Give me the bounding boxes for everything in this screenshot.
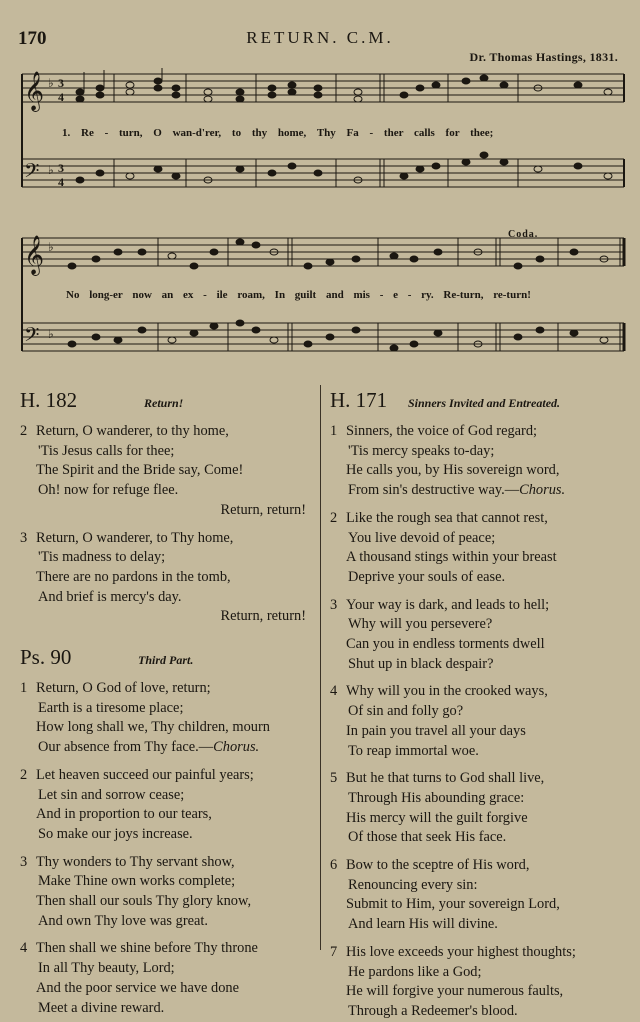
svg-text:𝄢: 𝄢 [24,323,40,351]
ps-90-stanza-2: 2 Let heaven succeed our painful years; Let sin and sorrow cease; And in proportion to our tears, So make our joys increase. [20,766,254,842]
svg-text:𝄞: 𝄞 [24,71,45,111]
ps-90-stanza-4: 4 Then shall we shine before Thy throne In all Thy beauty, Lord; And the poor service we have done Meet a divine reward. [20,940,258,1016]
svg-text:𝄞: 𝄞 [24,235,45,275]
lyric-line-2: No long-er now an ex - ile roam, In guilt and mis - e - ry. Re-turn, re-turn! [66,289,531,301]
hymn-171-stanza-6: 6 Bow to the sceptre of His word, Renouncing every sin: Submit to Him, your sovereign Lord, And learn His will divine. [330,857,560,933]
svg-text:♭: ♭ [48,76,54,90]
lyric-line-1: 1. Re - turn, O wan-d'rer, to thy home, Thy Fa - ther calls for thee; [62,127,494,139]
ps-90-heading [20,645,310,671]
hymn-182-stanza-2: 2 Return, O wanderer, to thy home, 'Tis Jesus calls for thee; The Spirit and the Bride say, Come! Oh! now for refuge flee. Return, return! [20,423,306,518]
hymn-number: H. 171 [330,388,388,412]
hymn-number: H. 182 [20,388,78,412]
hymn-171-stanza-5: 5 But he that turns to God shall live, Through His abounding grace: His mercy will the guilt forgive Of those that seek His face. [330,770,545,846]
ps-90-stanza-3: 3 Thy wonders to Thy servant show, Make Thine own works complete; Then shall our souls Thy glory know, And own Thy love was great. [20,853,252,929]
column-divider [320,385,321,950]
ps-90-stanza-1: 1 Return, O God of love, return; Earth is a tiresome place; How long shall we, Thy children, mourn Our absence from Thy face.—Chorus. [20,680,270,756]
tune-title: RETURN. C.M. [246,28,394,47]
page-header [18,28,622,64]
right-column [330,388,630,1022]
hymn-171-stanza-2: 2 Like the rough sea that cannot rest, You live devoid of peace; A thousand stings within your breast Deprive your souls of ease. [330,509,557,585]
psalm-title: Third Part. [138,653,194,668]
svg-text:4: 4 [58,90,64,104]
hymn-182-heading [20,388,310,414]
hymn-171-heading [330,388,630,414]
coda-label: Coda. [508,229,539,240]
hymn-title: Sinners Invited and Entreated. [408,396,561,410]
svg-text:♭: ♭ [48,163,54,177]
hymn-171-stanza-4: 4 Why will you in the crooked ways, Of sin and folly go? In pain you travel all your days To reap immortal woe. [330,683,548,759]
composer-credit: Dr. Thomas Hastings, 1831. [469,50,618,64]
svg-text:𝄢: 𝄢 [24,159,40,187]
svg-text:4: 4 [58,175,64,189]
svg-text:3: 3 [58,161,64,175]
svg-text:♭: ♭ [48,327,54,341]
hymn-171-stanza-7: 7 His love exceeds your highest thoughts; He pardons like a God; He will forgive your numerous faults, Through a Redeemer's blood. [330,943,576,1019]
page-number: 170 [18,28,47,49]
psalm-number: Ps. 90 [20,645,72,670]
svg-text:♭: ♭ [48,240,54,254]
svg-text:3: 3 [58,76,64,90]
hymn-title: Return! [144,396,184,410]
hymn-182-stanza-3: 3 Return, O wanderer, to Thy home, 'Tis madness to delay; There are no pardons in the tomb, And brief is mercy's day. Return, return! [20,529,306,625]
left-column [20,388,310,1018]
hymn-171-stanza-3: 3 Your way is dark, and leads to hell; Why will you persevere? Can you in endless torments dwell Shut up in black despair? [330,596,550,672]
hymn-171-stanza-1: 1 Sinners, the voice of God regard; 'Tis mercy speaks to-day; He calls you, by His sovereign word, From sin's destructive way.—Chorus. [330,423,566,499]
